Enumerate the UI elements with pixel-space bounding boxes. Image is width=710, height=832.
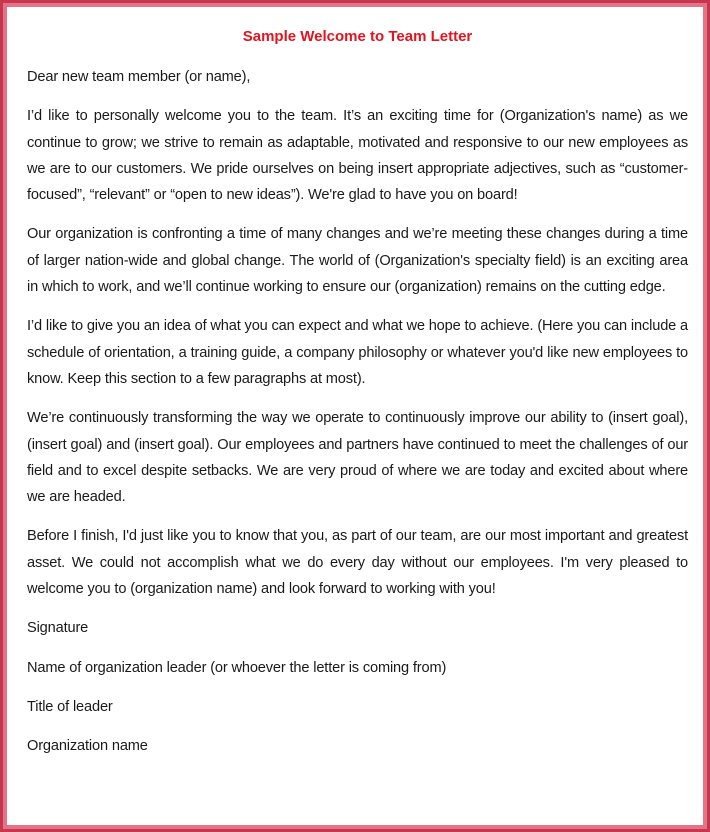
signature-line: Signature bbox=[27, 620, 89, 637]
organization-name-line: Organization name bbox=[27, 738, 148, 755]
letter-body bbox=[27, 24, 688, 773]
paragraph-closing: Before I finish, I'd just like you to know that you, as part of our team, are our most important and greatest asset. We could not accomplish what we do every day without our employees. I'm very pleased to welcome you to (organization name) and look forward to working with you! bbox=[27, 528, 688, 598]
paragraph-transformation: We’re continuously transforming the way we operate to continuously improve our ability to (insert goal), (insert goal) and (insert goal). Our employees and partners have continued to meet the challenges of our field and to excel despite setbacks. We are very proud of where we are today and excited about where we are headed. bbox=[27, 410, 688, 506]
salutation: Dear new team member (or name), bbox=[27, 69, 251, 85]
letter-frame-inner bbox=[3, 3, 707, 829]
paragraph-organization-changes: Our organization is confronting a time of many changes and we’re meeting these changes during a time of larger nation-wide and global change. The world of (Organization's specialty field) is an exciting area in which to work, and we’ll continue working to ensure our (organization) remains on the cutting edge. bbox=[27, 226, 688, 296]
paragraph-expectations: I’d like to give you an idea of what you can expect and what we hope to achieve. (Here you can include a schedule of orientation, a training guide, a company philosophy or whatever you'd like new employees to know. Keep this section to a few paragraphs at most). bbox=[27, 318, 689, 387]
leader-name-line: Name of organization leader (or whoever the letter is coming from) bbox=[27, 659, 447, 676]
paragraph-welcome: I’d like to personally welcome you to the team. It’s an exciting time for (Organization's name) as we continue to grow; we strive to remain as adaptable, motivated and responsive to our new employees as we are to our customers. We pride ourselves on being insert appropriate adjectives, such as “customer-focused”, “relevant” or “open to new ideas”). We're glad to have you on board! bbox=[27, 108, 688, 204]
letter-title: Sample Welcome to Team Letter bbox=[242, 28, 473, 45]
signature-block bbox=[27, 615, 688, 759]
leader-title-line: Title of leader bbox=[27, 698, 113, 715]
